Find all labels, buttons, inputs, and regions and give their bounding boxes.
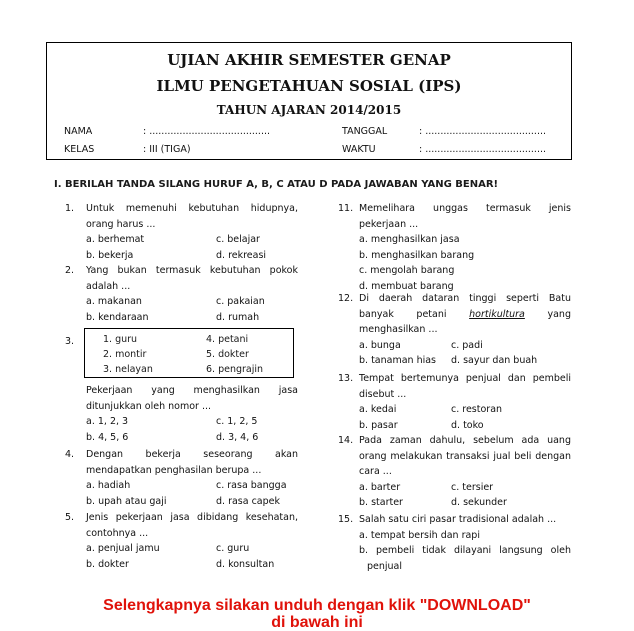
option-b: b. menghasilkan barang [359, 249, 475, 261]
option-b: b. kendaraan [86, 311, 149, 323]
option-a: a. berhemat [86, 234, 145, 245]
option-c: c. guru [216, 543, 250, 554]
tanggal-label: TANGGAL [342, 126, 388, 137]
kelas-label: KELAS [64, 144, 95, 155]
kelas-field: : III (TIGA) [143, 144, 191, 155]
question-13: 13. Tempat bertemunya penjual dan pembeli disebut ... a. kedai c. restoran b. pasar d. toko [359, 371, 571, 433]
option-a: a. makanan [86, 296, 142, 307]
option-b: b. pembeli tidak dilayani langsung oleh penjual [359, 545, 571, 572]
option-d: d. rumah [216, 311, 260, 323]
question-3-job-list: 1. guru 2. montir 3. nelayan 4. petani 5. dokter 6. pengrajin [84, 328, 294, 378]
exam-title: UJIAN AKHIR SEMESTER GENAP [167, 51, 451, 69]
option-d: d. rasa capek [216, 495, 281, 507]
option-a: a. barter [359, 481, 401, 493]
question-1: 1. Untuk memenuhi kebutuhan hidupnya, orang harus ... a. berhemat c. belajar b. bekerja d. rekreasi [86, 201, 298, 263]
option-c: c. rasa bangga [216, 480, 287, 491]
option-b: b. 4, 5, 6 [86, 431, 129, 443]
question-12: 12. Di daerah dataran tinggi seperti Batu banyak petani hortikultura yang menghasilkan ... a. bunga c. padi b. tanaman hias d. sayur dan buah [359, 291, 571, 369]
option-c: c. tersier [451, 481, 494, 493]
question-11: 11. Memelihara unggas termasuk jenis pekerjaan ... a. menghasilkan jasa b. menghasilkan barang c. mengolah barang d. membuat barang [359, 201, 571, 294]
question-4: 4. Dengan bekerja seseorang akan mendapatkan penghasilan berupa ... a. hadiah c. rasa bangga b. upah atau gaji d. rasa capek [86, 447, 298, 509]
option-d: d. rekreasi [216, 249, 267, 261]
option-b: b. starter [359, 497, 403, 508]
question-5: 5. Jenis pekerjaan jasa dibidang kesehatan, contohnya ... a. penjual jamu c. guru b. dokter d. konsultan [86, 510, 298, 572]
download-notice-line2: di bawah ini [271, 614, 363, 631]
exam-header [46, 42, 572, 160]
option-d: d. sekunder [451, 497, 507, 508]
option-b: b. upah atau gaji [86, 495, 167, 507]
tanggal-field: : ........................................ [419, 126, 547, 137]
option-a: a. 1, 2, 3 [86, 416, 129, 427]
question-14: 14. Pada zaman dahulu, sebelum ada uang orang melakukan transaksi jual beli dengan cara ... a. barter c. tersier b. starter d. sekunder [359, 433, 571, 511]
section-instruction: I. BERILAH TANDA SILANG HURUF A, B, C ATAU D PADA JAWABAN YANG BENAR! [54, 179, 499, 190]
waktu-field: : ........................................ [419, 144, 547, 155]
option-c: c. 1, 2, 5 [216, 416, 258, 427]
option-a: a. bunga [359, 339, 401, 351]
option-a: a. kedai [359, 404, 397, 415]
option-d: d. sayur dan buah [451, 355, 538, 366]
option-a: a. penjual jamu [86, 543, 160, 554]
option-c: c. padi [451, 339, 483, 351]
option-c: c. pakaian [216, 296, 265, 307]
question-2: 2. Yang bukan termasuk kebutuhan pokok adalah ... a. makanan c. pakaian b. kendaraan d. rumah [86, 263, 298, 325]
option-a: a. tempat bersih dan rapi [359, 529, 480, 541]
option-d: d. 3, 4, 6 [216, 431, 259, 443]
nama-label: NAMA [64, 126, 93, 137]
nama-field: : ........................................ [143, 126, 271, 137]
option-b: b. dokter [86, 558, 129, 570]
option-a: a. menghasilkan jasa [359, 234, 460, 245]
exam-subject: ILMU PENGETAHUAN SOSIAL (IPS) [156, 77, 462, 95]
option-b: b. tanaman hias [359, 355, 437, 366]
question-3: Pekerjaan yang menghasilkan jasa ditunjukkan oleh nomor ... a. 1, 2, 3 c. 1, 2, 5 b. 4, 5, 6 d. 3, 4, 6 [86, 383, 298, 445]
option-b: b. pasar [359, 419, 398, 431]
exam-year: TAHUN AJARAN 2014/2015 [216, 103, 402, 117]
question-3-number: 3. [65, 336, 75, 347]
option-d: d. membuat barang [359, 280, 454, 292]
option-d: d. konsultan [216, 558, 275, 570]
download-notice-line1: Selengkapnya silakan unduh dengan klik "DOWNLOAD" [103, 597, 531, 614]
term-hortikultura: hortikultura [469, 308, 525, 320]
question-15: 15. Salah satu ciri pasar tradisional adalah ... a. tempat bersih dan rapi b. pembeli tidak dilayani langsung oleh penjual [359, 512, 571, 574]
option-b: b. bekerja [86, 249, 134, 261]
option-c: c. belajar [216, 234, 260, 245]
option-c: c. mengolah barang [359, 265, 455, 276]
option-a: a. hadiah [86, 480, 131, 491]
option-d: d. toko [451, 419, 484, 431]
option-c: c. restoran [451, 404, 503, 415]
waktu-label: WAKTU [342, 144, 376, 155]
